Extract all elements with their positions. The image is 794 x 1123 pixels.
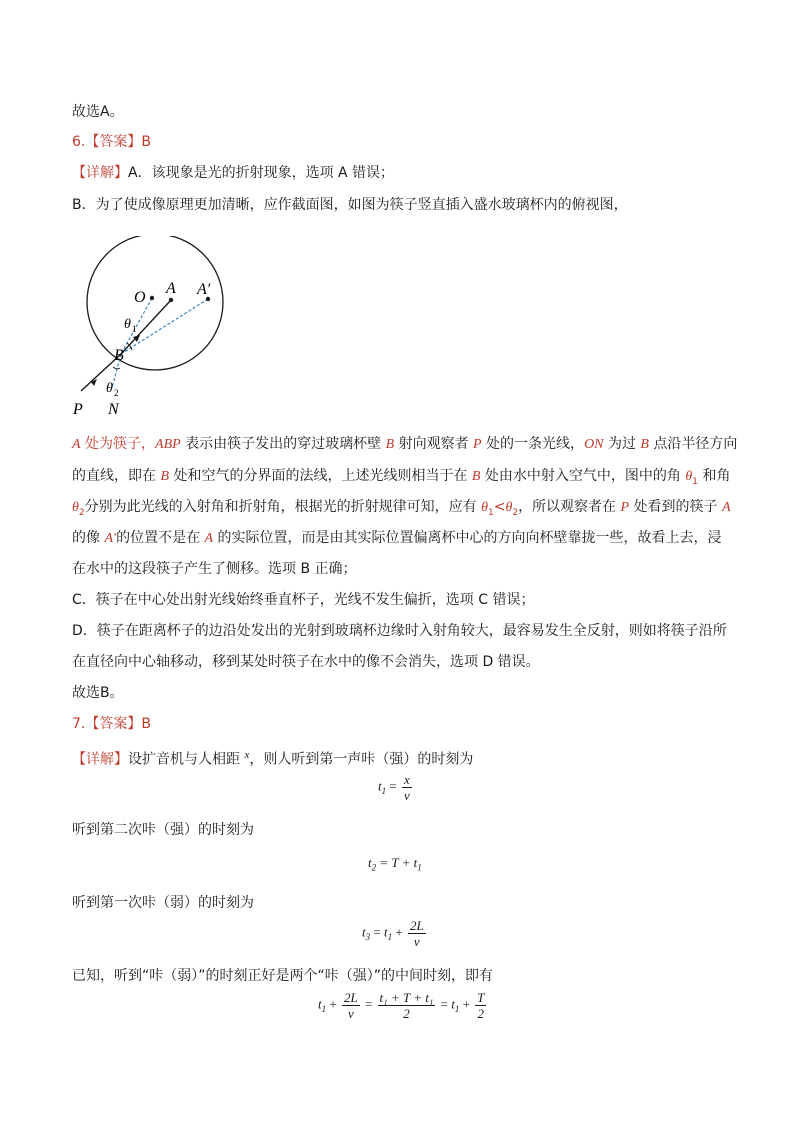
expl-t: 的直线，即在 (72, 468, 161, 484)
expl-A-prime: A′ (104, 531, 117, 546)
eq-plus: + (326, 996, 340, 1012)
expl-t: 的实际位置，而是由其实际位置偏离杯中心的方向向杯壁靠拢一些，故看上去，浸 (213, 530, 722, 546)
explanation-line-3 (72, 497, 731, 523)
eq-sub: 1 (321, 1004, 327, 1015)
answer-label: 6.【答案】 (72, 134, 142, 150)
expl-theta: θ (505, 500, 513, 515)
fraction (342, 990, 360, 1021)
label-theta2: θ (106, 381, 113, 396)
denominator: v (347, 1006, 354, 1021)
answer-value: B (141, 134, 151, 150)
equation-3 (362, 918, 428, 949)
expl-B: B (385, 437, 395, 452)
expl-sub: 1 (692, 476, 699, 487)
eq-var: t (378, 778, 382, 794)
expl-theta: θ (481, 500, 488, 515)
expl-B: B (640, 437, 649, 452)
expl-t: ，所以观察者在 (518, 499, 621, 515)
fraction (402, 772, 412, 803)
answer-value: B (141, 716, 151, 732)
statement-4: 已知，听到“咔（弱）”的时刻正好是两个“咔（强）”的中间时刻，即有 (72, 968, 494, 984)
expl-t: 分别为此光线的入射角和折射角，根据光的折射规律可知，应有 (84, 499, 482, 515)
label-theta2-sub: 2 (114, 388, 119, 398)
eq-var: t (368, 855, 372, 870)
expl-t: 和角 (698, 468, 731, 484)
explanation-line-1 (72, 434, 737, 455)
label-O: O (134, 289, 146, 306)
eq-sign: = (361, 996, 376, 1012)
label-N: N (108, 401, 119, 418)
expl-B: B (160, 469, 170, 484)
detail-tag: 【详解】 (72, 751, 128, 768)
eq-var: t (362, 924, 366, 940)
label-theta1-sub: 1 (132, 324, 137, 334)
fraction (378, 990, 436, 1021)
numerator: 2L (343, 990, 358, 1005)
eq-sub: 3 (365, 932, 371, 943)
equation-1 (378, 772, 414, 803)
eq-var: t (413, 855, 418, 870)
eq-plus: + (459, 996, 474, 1012)
expl-t: 处和空气的分界面的法线，上述光线则相当于在 (169, 468, 472, 484)
statement-3: 听到第一次咔（弱）的时刻为 (72, 895, 254, 911)
expl-A: A (721, 500, 731, 515)
expl-A: A (204, 531, 214, 546)
eq-sub: 1 (417, 862, 422, 873)
ray-arrow-1 (133, 335, 140, 342)
expl-sub: 1 (487, 507, 494, 518)
statement-2: 听到第二次咔（强）的时刻为 (72, 822, 254, 838)
numerator: 2L (409, 918, 424, 933)
expl-t: 处看到的筷子 (629, 499, 722, 515)
eq-sub: 1 (454, 1004, 460, 1015)
expl-theta: θ (685, 469, 693, 484)
option-d-line-2: 在直径向中心轴移动，移到某处时筷子在水中的像不会消失，选项 D 错误。 (72, 654, 540, 670)
conclusion-b: 故选B。 (72, 685, 124, 701)
expl-sub: 2 (78, 507, 85, 518)
eq-var: t (318, 996, 322, 1012)
answer-label: 7.【答案】 (72, 716, 142, 732)
label-B: B (114, 347, 124, 364)
numerator: t₁ + T + t₁ (379, 990, 434, 1005)
eq-sign: = (386, 778, 400, 794)
eq-sub: 2 (371, 862, 377, 873)
expl-B: B (471, 469, 481, 484)
detail-tag: 【详解】 (72, 165, 128, 181)
question-6-answer (72, 132, 151, 152)
eq-sub: 1 (387, 932, 393, 943)
label-A-prime: A′ (197, 281, 211, 298)
detail-text: 设扩音机与人相距 (128, 751, 245, 768)
expl-ON: ON (584, 437, 604, 452)
point-O (150, 296, 154, 300)
eq-sign: = (370, 924, 384, 940)
expl-ABP: ABP (155, 437, 181, 452)
fraction (408, 918, 426, 949)
expl-P: P (620, 500, 630, 515)
denominator: v (403, 788, 410, 803)
option-c: C．筷子在中心处出射光线始终垂直杯子，光线不发生偏折，选项 C 错误； (72, 592, 535, 608)
expl-t: 表示由筷子发出的穿过玻璃杯壁 (180, 436, 386, 452)
denominator: 2 (403, 1006, 410, 1021)
expl-t: 点沿半径方向 (648, 436, 738, 452)
equation-2 (368, 855, 422, 873)
explanation-line-4 (72, 528, 722, 549)
label-A: A (166, 280, 176, 297)
expl-t: 处为筷子， (80, 436, 156, 452)
expl-P: P (473, 437, 482, 452)
expl-t: 射向观察者 (394, 436, 474, 452)
explanation-line-5: 在水中的这段筷子产生了侧移。选项 B 正确； (72, 561, 357, 577)
detail-text: ，则人听到第一声咔（强）的时刻为 (249, 751, 474, 768)
detail-text: A．该现象是光的折射现象，选项 A 错误； (128, 165, 395, 181)
denominator: v (413, 934, 420, 949)
point-A (169, 298, 173, 302)
var-x: x (244, 749, 250, 761)
numerator: T (477, 990, 485, 1005)
fraction (475, 990, 486, 1021)
expl-t: 为过 (603, 436, 641, 452)
eq-var: t (383, 924, 388, 940)
expl-t: 的位置不是在 (116, 530, 205, 546)
conclusion-a: 故选A。 (72, 104, 124, 120)
eq-sign: = (437, 996, 452, 1012)
angle-theta2-arc (113, 367, 120, 369)
expl-t: 处由水中射入空气中，图中的角 (480, 468, 686, 484)
option-d-line-1: D．筷子在距离杯子的边沿处发出的光射到玻璃杯边缘时入射角较大，最容易发生全反射，则如将筷子沿所 (72, 623, 727, 639)
expl-t: 的像 (72, 530, 105, 546)
numerator: x (403, 772, 410, 787)
denominator: 2 (477, 1006, 485, 1021)
expl-lt: < (493, 499, 506, 515)
question-7-answer (72, 714, 151, 734)
detail-7 (72, 745, 473, 770)
expl-t: 处的一条光线， (481, 436, 585, 452)
option-b-intro: B．为了使成像原理更加清晰，应作截面图，如图为筷子竖直插入盛水玻璃杯内的俯视图， (72, 197, 628, 213)
eq-var: t (451, 996, 455, 1012)
refraction-diagram (70, 236, 270, 421)
expl-A: A (72, 437, 81, 452)
expl-theta: θ (72, 500, 79, 515)
expl-sub: 2 (512, 507, 519, 518)
detail-a (72, 163, 394, 183)
explanation-line-2 (72, 466, 730, 492)
eq-rest: = T + (376, 855, 414, 870)
label-P: P (73, 401, 83, 418)
eq-plus: + (392, 924, 406, 940)
label-theta1: θ (124, 317, 131, 332)
equation-4 (318, 990, 488, 1021)
eq-sub: 1 (381, 786, 387, 797)
